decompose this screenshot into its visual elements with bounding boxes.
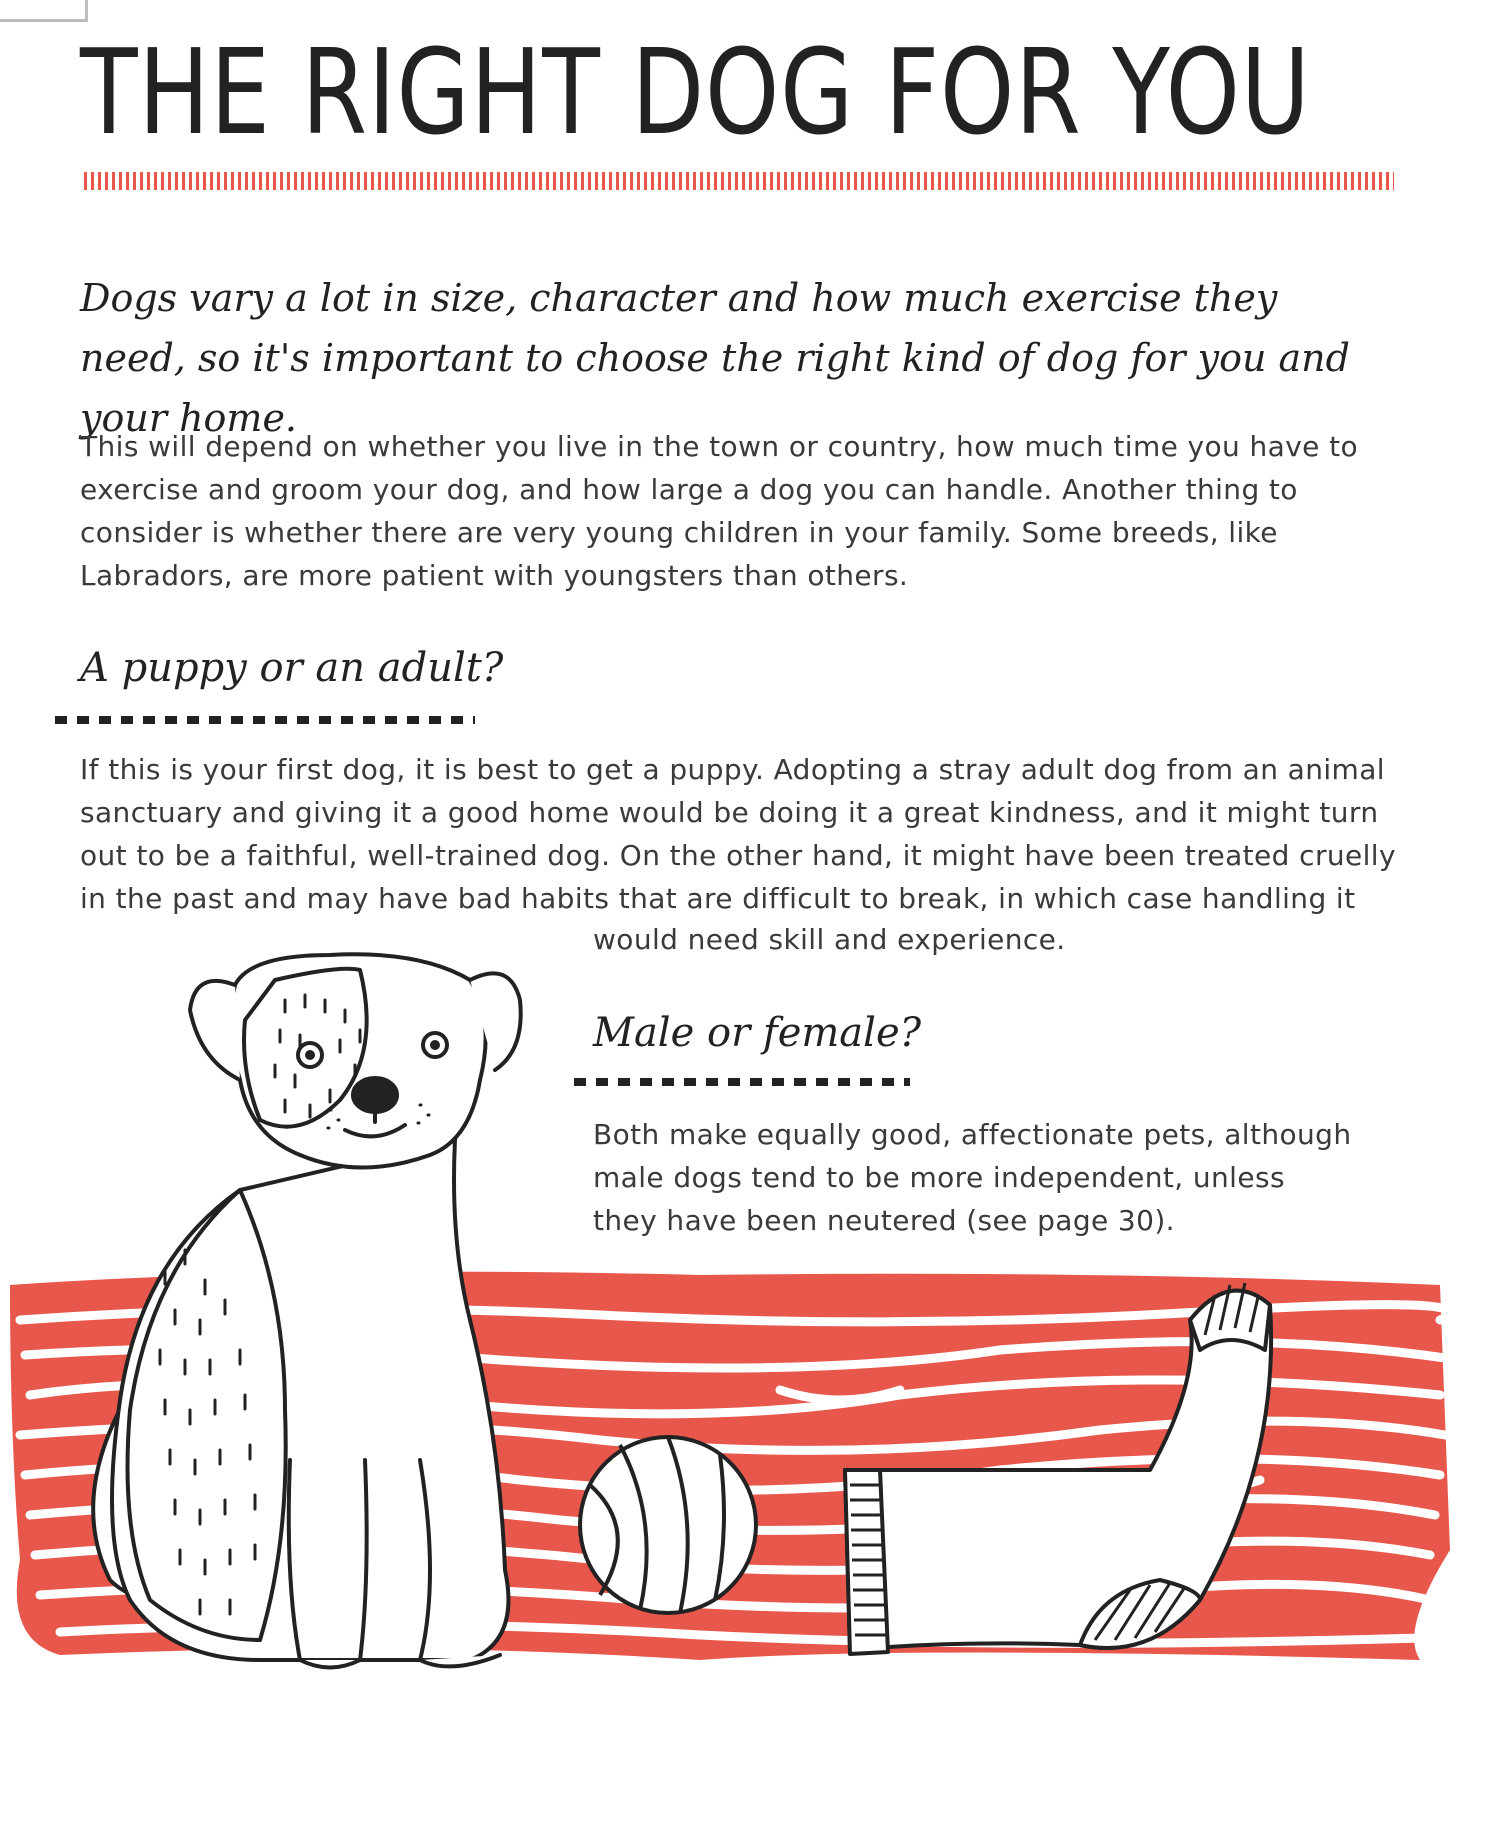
heading-male-or-female: Male or female?	[593, 1010, 922, 1056]
heading-puppy-or-adult: A puppy or an adult?	[80, 645, 504, 691]
page-corner-tab	[0, 0, 88, 22]
puppy-paragraph: If this is your first dog, it is best to get a puppy. Adopting a stray adult dog from an animal sanctuary and giving it a good home would be doing it a great kindness, and it might turn out to be a faithful, well-trained dog. On the other hand, it might have been treated cruelly in the past and may have bad habits that are difficult to break, in which case handling it	[80, 753, 1396, 915]
dog-ball-sock-illustration	[0, 940, 1500, 1820]
ball-drawing	[580, 1437, 756, 1613]
heading-male-dashed-rule	[574, 1078, 910, 1086]
heading-puppy-dashed-rule	[55, 716, 475, 724]
dog-drawing	[93, 954, 521, 1667]
title-underline	[84, 172, 1394, 190]
intro-paragraph: This will depend on whether you live in the town or country, how much time you have to exercise and groom your dog, and how large a dog you can handle. Another thing to consider is whether there are very young children in your family. Some breeds, like Labradors, are more patient with youngsters than others.	[80, 430, 1359, 592]
lead-paragraph: Dogs vary a lot in size, character and how much exercise they need, so it's important to choose the right kind of dog for you and your home.	[80, 276, 1350, 440]
male-female-paragraph: Both make equally good, affectionate pets, although male dogs tend to be more independent, unless they have been neutered (see page 30).	[593, 1118, 1352, 1237]
page-title: THE RIGHT DOG FOR YOU	[80, 23, 1311, 161]
puppy-paragraph-end: would need skill and experience.	[593, 923, 1066, 956]
